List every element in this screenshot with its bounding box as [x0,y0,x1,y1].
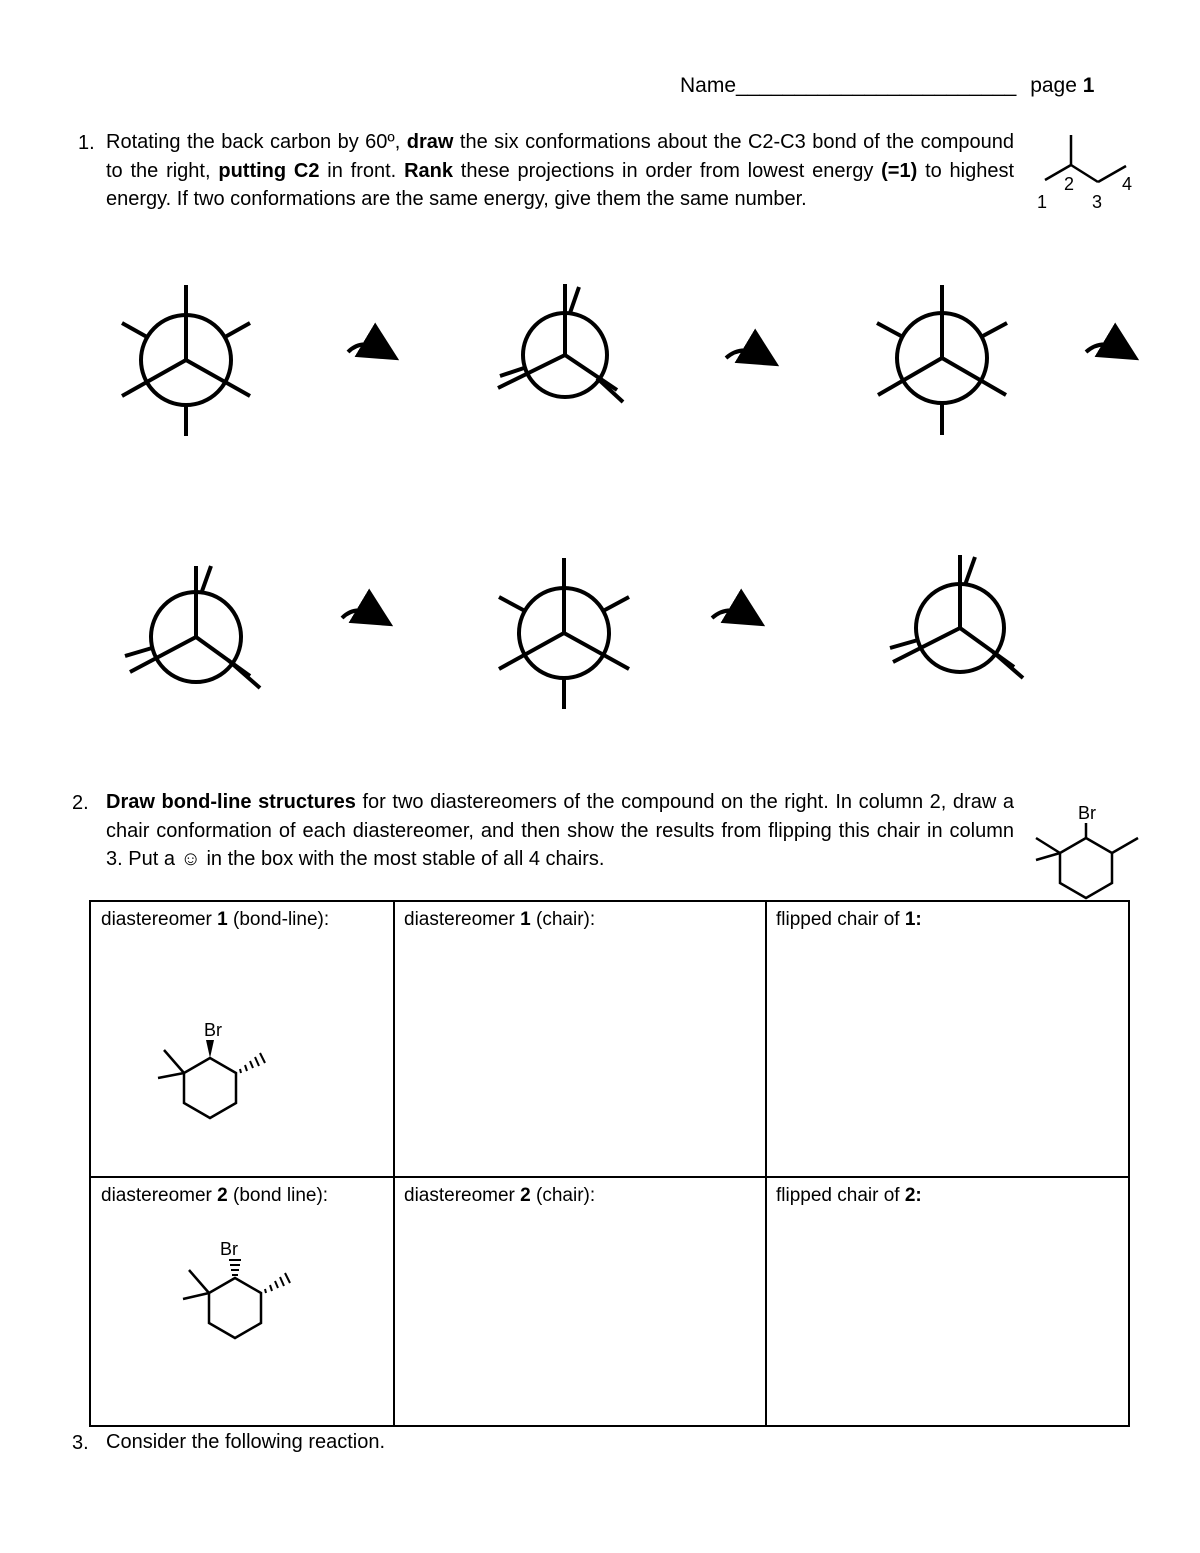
diastereomer-2-structure [183,1270,261,1338]
rotation-arrow-3 [1086,344,1122,352]
br-label-d2: Br [220,1239,238,1259]
q3-number: 3. [72,1432,89,1454]
newman-projection-2 [498,284,623,402]
cell-d1-chair-label: diastereomer 1 (chair): [404,909,596,930]
name-blank[interactable]: ________________________ [736,74,1017,97]
diastereomer-2-hash-br [229,1260,241,1275]
name-label: Name [680,74,737,97]
q1-number: 1. [78,132,95,154]
newman-projection-1 [122,285,250,436]
diastereomer-1-hash-methyl [240,1053,265,1073]
br-label-reference: Br [1078,803,1096,823]
rotation-arrow-2 [726,350,762,358]
newman-projection-4 [125,566,260,688]
carbon-label-3: 3 [1092,192,1103,212]
cell-d1-flipped-label: flipped chair of 1: [776,909,922,930]
cell-d2-flipped-label: flipped chair of 2: [776,1185,922,1206]
q2-text: Draw bond-line structures for two diastereomers of the compound on the right. In column 2, draw a chair conformation of each diastereomer, and then show the results from flipping this chair in column 3. Put a ☺ in the box with the most stable of all 4 chairs. [106,791,1014,870]
page-number: 1 [1082,74,1095,97]
carbon-label-2: 2 [1064,174,1075,194]
cell-d2-bondline-label: diastereomer 2 (bond line): [101,1185,329,1206]
cell-d1-bondline-label: diastereomer 1 (bond-line): [101,909,330,930]
newman-projection-6 [890,555,1023,678]
cell-d2-chair-label: diastereomer 2 (chair): [404,1185,596,1206]
newman-projection-3 [877,285,1007,435]
rotation-arrow-5 [712,610,748,618]
diastereomer-1-wedge-br [206,1040,214,1058]
newman-projection-5 [499,558,629,709]
q3-text: Consider the following reaction. [106,1431,386,1453]
rotation-arrow-4 [342,610,376,618]
diastereomer-1-structure [158,1050,236,1118]
butane-skeleton [1045,135,1126,182]
rotation-arrow-1 [348,344,382,352]
diastereomer-2-hash-methyl [265,1273,290,1293]
q2-number: 2. [72,792,89,814]
diastereomer-table [90,901,1129,1426]
bromo-trimethylcyclohexane [1036,823,1138,898]
carbon-label-4: 4 [1122,174,1133,194]
carbon-label-1: 1 [1037,192,1048,212]
page-label: page [1030,74,1077,97]
br-label-d1: Br [204,1020,222,1040]
q1-text: Rotating the back carbon by 60º, draw the six conformations about the C2-C3 bond of the compound to the right, putting C2 in front. Rank these projections in order from lowest energy (=1) to highest energy. If two conformations are the same energy, give them the same number. [106,131,1015,210]
